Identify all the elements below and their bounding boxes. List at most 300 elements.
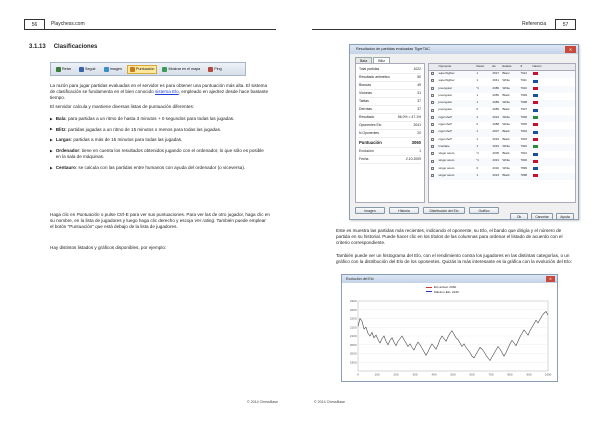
cell-ev: 2066 (492, 92, 499, 97)
players-toolbar (50, 62, 246, 76)
y-tick-label: 2250 (349, 307, 357, 312)
cell-n: 7903 (520, 136, 527, 141)
table-row[interactable] (429, 166, 575, 173)
cell-n: 7899 (520, 165, 527, 170)
header-title-right: Referencia (522, 21, 547, 27)
stat-value: 56.0% = 47.1% (397, 115, 421, 119)
cell-res: 1 (476, 114, 479, 119)
rating-instructions (50, 212, 270, 231)
rating-description: : se calcula con las partidas entre humanos con ayuda del ordenador (o viceversa). (75, 164, 246, 170)
rating-icon (130, 67, 135, 72)
cell-n: 7908 (520, 100, 527, 105)
toolbar-label: Imagen (109, 66, 123, 71)
cell-nation (531, 173, 561, 180)
flag-icon (533, 101, 538, 104)
cell-nation (531, 93, 561, 100)
rating-list-item (50, 165, 270, 171)
stat-value: 37 (417, 99, 421, 103)
cell-res: 1 (476, 92, 479, 97)
x-tick-label: 500 (450, 372, 456, 377)
stat-row (359, 156, 421, 164)
cell-ev: 2010 (492, 165, 499, 170)
cell-ev: 2641 (492, 78, 499, 83)
row-marker (429, 93, 437, 100)
table-row[interactable] (429, 115, 575, 122)
toolbar-map-button[interactable] (159, 65, 203, 74)
stat-value: 50 (417, 75, 421, 79)
table-row[interactable] (429, 137, 575, 144)
tab-blitz[interactable]: Blitz (373, 57, 390, 65)
rating-term: Largas (55, 137, 71, 143)
stat-value: 20 (417, 131, 421, 135)
cell-nation (531, 107, 561, 114)
game-icon (431, 130, 434, 133)
row-marker (429, 173, 437, 180)
row-marker (429, 122, 437, 129)
table-row[interactable] (429, 129, 575, 136)
game-icon (431, 174, 434, 177)
flag-icon (533, 131, 538, 134)
cell-name: nigel sheff (438, 129, 452, 134)
section-number: 3.1.13 (29, 44, 46, 50)
stat-label: Resultado (359, 115, 375, 119)
x-tick-label: 300 (412, 372, 418, 377)
stat-label: N.Oponentes (359, 131, 379, 135)
dialog-action-buttons (355, 207, 499, 214)
cell-name: singer acero (438, 158, 455, 163)
intro-text-end: , empleado en ajedrez desde hace bastante tiempo. (50, 89, 269, 101)
flag-icon (533, 160, 538, 163)
game-icon (431, 79, 434, 82)
cell-st: Black (502, 173, 510, 178)
cell-n: 7910 (520, 85, 527, 90)
cell-res: ½ (476, 85, 479, 90)
y-tick-label: 2000 (349, 351, 357, 356)
game-icon (431, 116, 434, 119)
rating-list (50, 116, 270, 176)
intro-paragraph (50, 83, 270, 102)
instr-text-b: o pulse Ctrl-E para ver sus puntuaciones. Para ver las de otro jugador, haga clic en su nombre, en la lista de jugadores y luego haga clic derecho y escoja (50, 212, 270, 224)
page-number-right: 57 (555, 19, 576, 30)
table-row[interactable] (429, 86, 575, 93)
elo-system-link[interactable]: sistema Elo (154, 89, 179, 95)
cell-name: singer acero (438, 173, 455, 178)
row-marker (429, 100, 437, 107)
cell-name: jovenguiar (438, 107, 452, 112)
stat-row (359, 122, 421, 130)
column-header[interactable]: Ev (492, 64, 496, 68)
game-icon (431, 138, 434, 141)
cell-ev: 2089 (492, 100, 499, 105)
cell-name: jovenguiar (438, 100, 452, 105)
stats-panel (355, 63, 425, 203)
cell-n: 7909 (520, 92, 527, 97)
toolbar-rating-button[interactable] (127, 65, 157, 74)
instr-text-a: Haga clic en (50, 212, 76, 217)
instr-em-rating: Puntuación (76, 212, 100, 217)
column-header[interactable]: Nación (532, 64, 542, 68)
flag-icon (533, 109, 538, 112)
map-icon (162, 67, 167, 72)
cell-res: 1 (476, 143, 479, 148)
row-marker (429, 151, 437, 158)
flag-icon (533, 145, 538, 148)
stat-row (359, 74, 421, 82)
lists-note: Hay distintos listados y gráficos disponibles, por ejemplo: (50, 245, 167, 250)
header-title: Playchess.com (51, 21, 85, 27)
table-row[interactable] (429, 100, 575, 107)
cell-n: 7898 (520, 173, 527, 178)
cell-name: jovenguiar (438, 92, 452, 97)
ping-icon (208, 67, 213, 72)
cell-res: 0 (476, 107, 479, 112)
stat-value: 31 (417, 91, 421, 95)
stat-label: Oponentes Elo (359, 123, 382, 127)
rating-description: : tiene en cuenta los resultados obtenidos jugando con el ordenador, lo que sólo es posible en la sala de máquinas. (55, 148, 264, 160)
stat-label: Derrotas (359, 107, 373, 111)
stat-value: 49 (417, 83, 421, 87)
left-footer: © 2014 ChessBase (247, 400, 279, 404)
stat-value: 2041 (413, 123, 421, 127)
stat-value: 3060 (411, 140, 421, 145)
rating-list-item (50, 116, 270, 122)
cell-n: 7906 (520, 114, 527, 119)
cell-res: 1 (476, 70, 479, 75)
flag-icon (533, 72, 538, 75)
toolbar-label: Ping (214, 66, 222, 71)
game-icon (431, 109, 434, 112)
cell-st: White (502, 100, 510, 105)
stat-value: 1022 (413, 67, 421, 71)
legend-current: Elo actual: 2060 (434, 285, 457, 289)
rating-description: : para partidas a un ritmo de hasta 3 minutos + 0 segundos para todas las jugadas. (65, 116, 235, 121)
elo-chart (342, 283, 557, 382)
bullet-arrow-icon: ▶ (50, 116, 53, 121)
cell-name: nigel sheff (438, 136, 452, 141)
bullet-arrow-icon: ▶ (50, 148, 53, 153)
flag-icon (533, 138, 538, 141)
game-icon (431, 145, 434, 148)
section-title-text: Clasificaciones (53, 44, 98, 50)
cell-n: 7911 (520, 78, 527, 83)
cell-ev: 2088 (492, 121, 499, 126)
cell-nation (531, 71, 561, 78)
ratings-lead: El servidor calcula y mantiene diversas listas de puntuación diferentes: (50, 104, 195, 109)
flag-icon (533, 80, 538, 83)
cell-st: White (502, 165, 510, 170)
flag-icon (533, 153, 538, 156)
bullet-arrow-icon: ▶ (50, 165, 53, 170)
row-marker (429, 166, 437, 173)
close-icon[interactable]: ✕ (546, 276, 555, 282)
y-tick-label: 2150 (349, 325, 357, 330)
cell-res: 1 (476, 78, 479, 83)
cell-res: ½ (476, 158, 479, 163)
cell-nation (531, 78, 561, 85)
cell-res: 0 (476, 165, 479, 170)
cell-st: White (502, 78, 510, 83)
stat-row (359, 138, 421, 148)
column-header[interactable]: Resul. (476, 64, 485, 68)
cell-n: 7902 (520, 143, 527, 148)
toolbar-ping-button[interactable] (205, 65, 224, 74)
toolbar-challenge-button[interactable] (53, 65, 74, 74)
cell-nation (531, 122, 561, 129)
games-list-header (429, 64, 575, 71)
x-tick-label: 800 (507, 372, 513, 377)
cell-n: 7912 (520, 70, 527, 75)
stat-label: Tablas (359, 99, 369, 103)
image-button[interactable]: Imagen (355, 207, 385, 214)
cell-res: 1 (476, 173, 479, 178)
toolbar-label: Mostrar en el mapa (168, 66, 201, 71)
graph-button[interactable]: Gráfico (469, 207, 499, 214)
cell-ev: 2023 (492, 173, 499, 178)
stat-label: Puntuación (359, 140, 382, 145)
game-icon (431, 94, 434, 97)
cell-n: 7904 (520, 129, 527, 134)
x-tick-label: 900 (526, 372, 532, 377)
stat-value: 1 (419, 149, 421, 153)
rating-list-item (50, 148, 270, 160)
cell-nation (531, 144, 561, 151)
rating-term: Centauro (55, 164, 76, 170)
cell-ev: 2089 (492, 107, 499, 112)
game-icon (431, 123, 434, 126)
history-button[interactable]: Historia (389, 207, 419, 214)
cell-name: singer acero (438, 165, 455, 170)
chart-window-title: Evolución del Elo (346, 277, 374, 281)
cell-st: Black (502, 107, 510, 112)
cell-ev: 2086 (492, 85, 499, 90)
cell-name: nigel sheff (438, 114, 452, 119)
cell-nation (531, 151, 561, 158)
table-row[interactable] (429, 93, 575, 100)
cell-st: White (502, 114, 510, 119)
game-icon (431, 167, 434, 170)
stat-row (359, 130, 421, 138)
close-icon[interactable]: ✕ (565, 46, 576, 53)
row-marker (429, 78, 437, 85)
stat-row (359, 114, 421, 122)
charts-description: También puede ver un histograma del Elo, con el rendimiento contra los jugadores en las distintas categorías, o un gráfico con la distribución del Elo de los oponentes. Quizás la más interesante es la gráfica con la evolución del Elo: (336, 253, 572, 265)
row-marker (429, 129, 437, 136)
table-row[interactable] (429, 151, 575, 158)
cell-st: Black (502, 151, 510, 156)
cell-st: Black (502, 136, 510, 141)
row-marker (429, 144, 437, 151)
stat-label: Evolución (359, 149, 374, 153)
cell-st: White (502, 121, 510, 126)
row-marker (429, 158, 437, 165)
row-marker (429, 71, 437, 78)
stat-row (359, 90, 421, 98)
intro-text: La razón para jugar partidas evaluadas en el servidor es para obtener una puntuación más alta. El sistema de clasificación se fundamenta en el bien conocido (50, 83, 268, 95)
cell-nation (531, 158, 561, 165)
image-icon (104, 67, 109, 72)
cell-n: 7900 (520, 158, 527, 163)
cell-name: jovenguiar (438, 85, 452, 90)
cell-res: 1 (476, 136, 479, 141)
dialog-title-bar (350, 45, 578, 54)
toolbar-label: Seguir (85, 66, 96, 71)
help-button[interactable]: Ayuda (556, 213, 574, 220)
elo-evolution-window (341, 274, 558, 382)
cell-st: Blanc (502, 70, 510, 75)
cell-res: 1 (476, 100, 479, 105)
table-row[interactable] (429, 78, 575, 85)
stat-label: Blancas (359, 83, 372, 87)
challenge-icon (56, 67, 61, 72)
rating-results-dialog (349, 44, 579, 220)
rating-term: Blitz (55, 126, 66, 132)
ok-button[interactable]: Ok (510, 213, 528, 220)
y-tick-label: 2050 (349, 342, 357, 347)
table-row[interactable] (429, 107, 575, 114)
toolbar-label: Retar (62, 66, 72, 71)
stat-label: Total partidas (359, 67, 380, 71)
cell-res: 0 (476, 121, 479, 126)
cell-st: White (502, 143, 510, 148)
stat-row (359, 66, 421, 74)
cell-n: 7907 (520, 107, 527, 112)
games-list-description: Este es muestra las partidas más recientes, indicando el oponente, su Elo, el bando que dirigía y el número de partida en su historial. Puede hacer clic en los títulos de las columnas para ordenar el listado de acuerdo con el criterio correspondiente. (336, 228, 563, 246)
rating-list-item (50, 137, 270, 143)
y-tick-label: 1950 (349, 360, 357, 365)
cell-nation (531, 129, 561, 136)
cell-ev: 2034 (492, 136, 499, 141)
right-header (312, 19, 576, 30)
flag-icon (533, 87, 538, 90)
instr-text-c: . También puede emplear el botón "Puntuación" que está debajo de la lista de jugadores. (50, 218, 266, 230)
y-tick-label: 2100 (349, 334, 357, 338)
games-list (428, 63, 576, 203)
cell-res: ½ (476, 151, 479, 156)
row-marker (429, 107, 437, 114)
game-icon (431, 72, 434, 75)
game-icon (431, 152, 434, 155)
cell-ev: 2007 (492, 129, 499, 134)
cell-st: White (502, 85, 510, 90)
cell-nation (531, 100, 561, 107)
cell-n: 7901 (520, 151, 527, 156)
cell-ev: 2527 (492, 70, 499, 75)
right-footer: © 2014 ChessBase (314, 400, 346, 404)
stat-row (359, 106, 421, 114)
flag-icon (533, 116, 538, 119)
elo-distribution-button[interactable]: Distribución del Elo (423, 207, 465, 214)
cell-res: 1 (476, 129, 479, 134)
dialog-ok-buttons (510, 213, 574, 220)
cell-ev: 2005 (492, 151, 499, 156)
legend-max: Máximo Elo: 2240 (434, 289, 459, 294)
stat-label: Fecha (359, 157, 369, 161)
cell-nation (531, 115, 561, 122)
column-header[interactable]: Estado (502, 64, 512, 68)
toolbar-follow-button[interactable] (76, 65, 99, 74)
bullet-arrow-icon: ▶ (50, 127, 53, 132)
tab-bullet[interactable]: Bala (355, 57, 372, 65)
cell-ev: 2031 (492, 158, 499, 163)
x-tick-label: 1000 (544, 372, 552, 377)
y-tick-label: 2300 (349, 299, 357, 303)
table-row[interactable] (429, 144, 575, 151)
cell-n: 7905 (520, 121, 527, 126)
cell-st: White (502, 158, 510, 163)
cell-name: singer acero (438, 151, 455, 156)
stat-row (359, 98, 421, 106)
section-title (29, 43, 105, 51)
stat-value: 37 (417, 107, 421, 111)
rating-description: : partidas a más de 15 minutos para todas las jugadas. (70, 137, 183, 143)
flag-icon (533, 174, 538, 177)
x-tick-label: 200 (393, 372, 399, 377)
stat-value: 2.10.2009 (405, 157, 421, 161)
cancel-button[interactable]: Cancelar (531, 213, 553, 220)
flag-icon (533, 167, 538, 170)
x-tick-label: 700 (488, 372, 494, 377)
page-number: 56 (24, 19, 45, 30)
x-tick-label: 600 (469, 372, 475, 377)
flag-icon (533, 123, 538, 126)
column-header[interactable]: Oponente (438, 64, 452, 68)
cell-nation (531, 137, 561, 144)
cell-ev: 2024 (492, 114, 499, 119)
left-header (24, 19, 276, 30)
stat-row (359, 82, 421, 90)
bullet-arrow-icon: ▶ (50, 137, 53, 142)
game-icon (431, 160, 434, 163)
chart-title-bar (342, 275, 557, 283)
table-row[interactable] (429, 173, 575, 180)
column-header[interactable] (429, 64, 437, 70)
flag-icon (533, 94, 538, 97)
toolbar-label: Puntuación (136, 66, 155, 71)
cell-st: Black (502, 92, 510, 97)
follow-icon (79, 67, 84, 72)
x-tick-label: 400 (431, 372, 437, 377)
game-icon (431, 87, 434, 90)
rating-term: Bala (55, 116, 66, 121)
rating-description: : partidas jugadas a un ritmo de 15 minutos o menos para todas las jugadas. (65, 126, 222, 132)
y-tick-label: 2200 (349, 316, 357, 321)
x-tick-label: 100 (374, 372, 380, 377)
cell-name: Interlake (438, 143, 450, 148)
column-header[interactable]: # (520, 64, 523, 68)
dialog-title: Resultados de partidas evaluadas TigerTAC (356, 47, 431, 51)
row-marker (429, 86, 437, 93)
stat-row (359, 148, 421, 156)
x-tick-label: 0 (357, 372, 359, 377)
table-row[interactable] (429, 71, 575, 78)
rating-list-item (50, 127, 270, 133)
cell-name: nigel sheff (438, 121, 452, 126)
table-row[interactable] (429, 122, 575, 129)
stat-label: Resultado aritmético (359, 75, 390, 79)
game-icon (431, 101, 434, 104)
toolbar-image-button[interactable] (101, 65, 125, 74)
stat-label: Victorias (359, 91, 372, 95)
cell-ev: 2034 (492, 143, 499, 148)
cell-nation (531, 166, 561, 173)
row-marker (429, 115, 437, 122)
cell-name: superhighter (438, 70, 455, 75)
cell-st: Black (502, 129, 510, 134)
instr-em-view-rating: Ver rating (194, 218, 215, 224)
cell-name: superhighter (438, 78, 455, 83)
table-row[interactable] (429, 158, 575, 165)
cell-nation (531, 86, 561, 93)
